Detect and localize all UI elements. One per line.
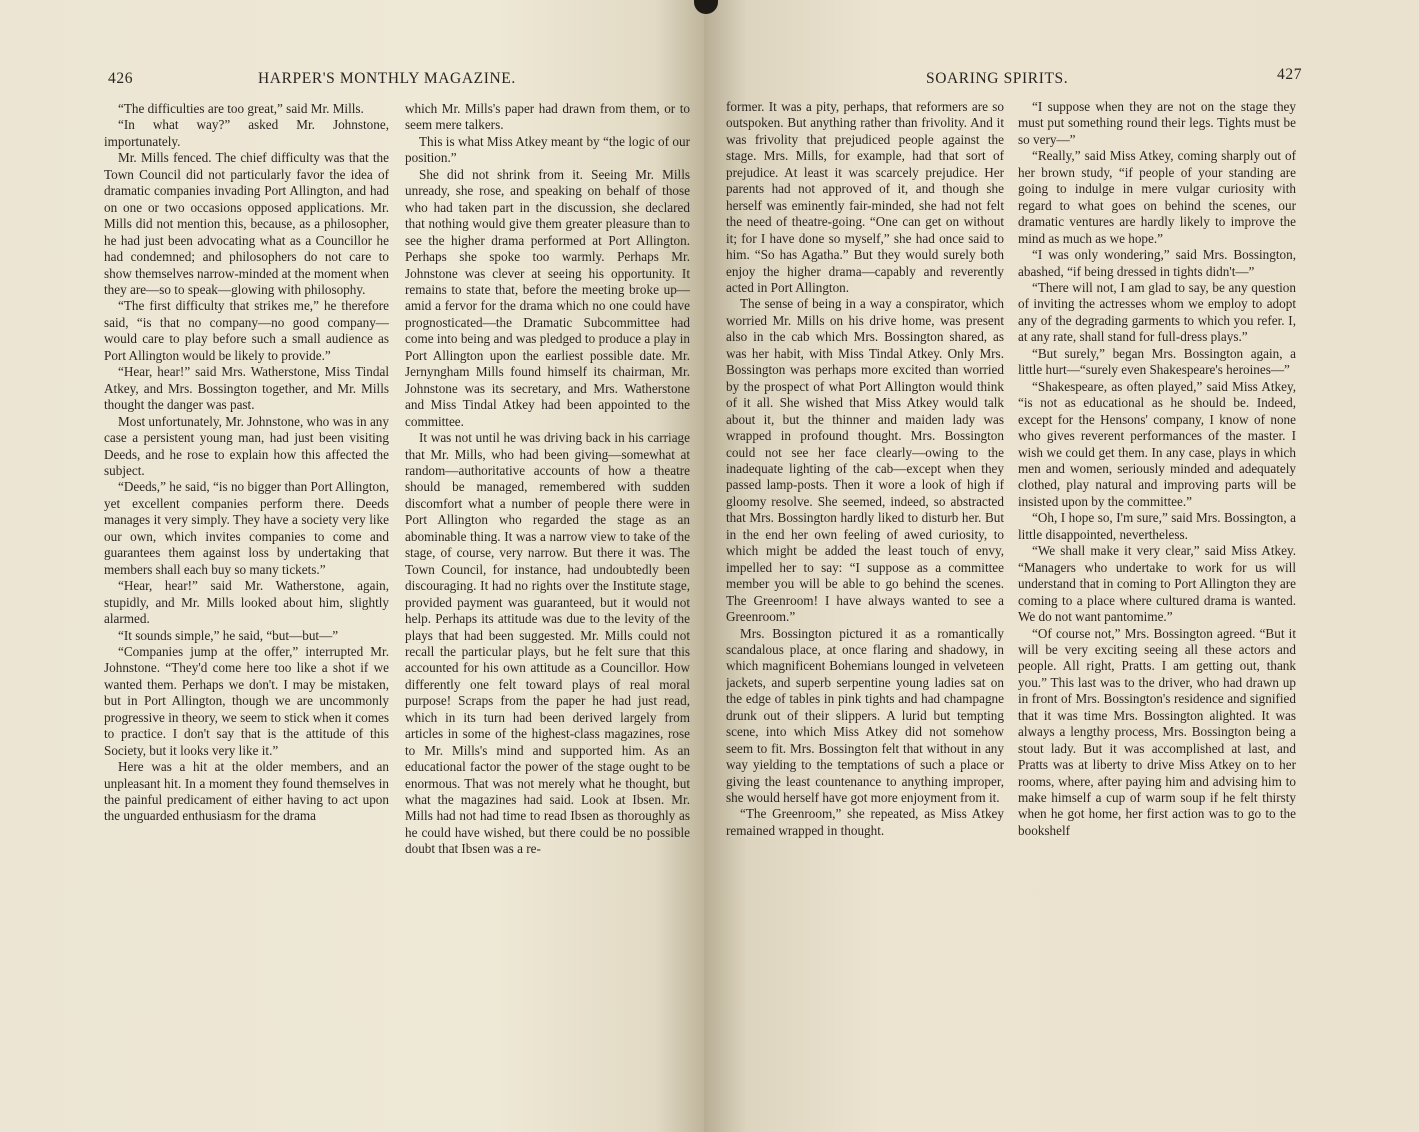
right-running-title: SOARING SPIRITS. xyxy=(926,70,1069,87)
paragraph: “I was only wondering,” said Mrs. Bossington, abashed, “if being dressed in tights didn't—” xyxy=(1018,247,1296,279)
paragraph: “Deeds,” he said, “is no bigger than Port Allington, yet excellent companies perform there. Deeds manages it very simply. They have a society very like our own, which invites companies to come and guarantees them against loss by undertaking that members shall each buy so many tickets.” xyxy=(104,479,389,577)
paragraph: “Hear, hear!” said Mr. Watherstone, again, stupidly, and Mr. Mills looked about him, slightly alarmed. xyxy=(104,578,389,627)
left-page xyxy=(0,0,704,1132)
paragraph: “There will not, I am glad to say, be any question of inviting the actresses whom we employ to adopt any of the degrading garments to which you refer. I, at any rate, shall stand for full-dress plays.” xyxy=(1018,279,1296,345)
paragraph: “I suppose when they are not on the stage they must put something round their legs. Tights must be so very—” xyxy=(1018,99,1296,147)
left-column-2 xyxy=(405,101,690,1051)
paragraph: “The Greenroom,” she repeated, as Miss Atkey remained wrapped in thought. xyxy=(726,806,1004,838)
paragraph: “We shall make it very clear,” said Miss Atkey. “Managers who undertake to work for us will understand that in coming to Port Allington they are coming to a place where cultured drama is wanted. We do not want pantomime.” xyxy=(1018,543,1296,625)
right-page-number: 427 xyxy=(1277,66,1303,83)
right-page xyxy=(704,0,1419,1132)
paragraph: “It sounds simple,” he said, “but—but—” xyxy=(118,627,339,643)
left-columns xyxy=(104,101,690,1051)
paragraph: “The first difficulty that strikes me,” he therefore said, “is that no company—no good company—would care to play before such a small audience as Port Allington would be likely to provide.” xyxy=(104,298,389,363)
paragraph: “Hear, hear!” said Mrs. Watherstone, Miss Tindal Atkey, and Mrs. Bossington together, and Mr. Mills thought the danger was past. xyxy=(104,364,389,413)
paragraph: which Mr. Mills's paper had drawn from them, or to seem mere talkers. xyxy=(405,101,690,133)
paragraph: “In what way?” asked Mr. Johnstone, importunately. xyxy=(104,117,389,149)
left-column-1 xyxy=(104,101,389,1051)
paragraph: “Of course not,” Mrs. Bossington agreed. “But it will be very exciting seeing all these actors and people. All right, Pratts. I am getting out, thank you.” This last was to the driver, who had drawn up in front of Mrs. Bossington's residence and signified that it was time Mrs. Bossington alighted. It was always a lengthy process, Mrs. Bossington being a stout lady. But it was accomplished at last, and Pratts was at liberty to drive Miss Atkey on to her rooms, where, after paying him and advising him to make himself a cup of warm soup if he felt thirsty when he got home, her first action was to go to the bookshelf xyxy=(1018,625,1296,838)
right-column-2 xyxy=(1018,99,1296,1049)
paragraph: “But surely,” began Mrs. Bossington again, a little hurt—“surely even Shakespeare's heroines—” xyxy=(1018,345,1296,378)
paragraph: This is what Miss Atkey meant by “the logic of our position.” xyxy=(405,133,690,166)
paragraph: former. It was a pity, perhaps, that reformers are so outspoken. But anything rather than frivolity. And it was frivolity that prejudiced people against the stage. Mrs. Mills, for example, had that sort of prejudice. At least it was scarcely prejudice. Her parents had not approved of it, and though she herself was eminently fair-minded, she had not felt the need of theatre-going. “One can get on without it; for I have done so myself,” she had once said to him. “So has Agatha.” But they would surely both enjoy the higher drama—capably and reverently acted in Port Allington. xyxy=(726,99,1004,295)
paragraph: Mr. Mills fenced. The chief difficulty was that the Town Council did not particularly favor the idea of dramatic companies invading Port Allington, and had on one or two occasions opposed applications. Mr. Mills did not mention this, because, as a philosopher, he had just been advocating what as a Councillor he had condemned; and philosophers do not care to show themselves narrow-minded at the moment when they are—so to speak—glowing with philosophy. xyxy=(104,150,389,297)
paragraph: “The difficulties are too great,” said Mr. Mills. xyxy=(118,101,364,116)
left-page-number: 426 xyxy=(108,70,134,87)
paragraph: Most unfortunately, Mr. Johnstone, who was in any case a persistent young man, had just been visiting Deeds, and he rose to explain how this affected the subject. xyxy=(104,413,389,478)
paragraph: “Companies jump at the offer,” interrupted Mr. Johnstone. “They'd come here too like a shot if we wanted them. Perhaps we don't. I may be mistaken, but in Port Allington, though we are uncommonly progressive in theory, we seem to stick when it comes to practice. I don't say that is the attitude of this Society, but it looks very like it.” xyxy=(104,643,389,758)
paragraph: “Really,” said Miss Atkey, coming sharply out of her brown study, “if people of your standing are going to indulge in mere vulgar curiosity with regard to what goes on behind the scenes, our dramatic ventures are hardly likely to improve the mind as much as we hope.” xyxy=(1018,148,1296,246)
paragraph: “Oh, I hope so, I'm sure,” said Mrs. Bossington, a little disappointed, nevertheless. xyxy=(1018,510,1296,542)
left-running-title: HARPER'S MONTHLY MAGAZINE. xyxy=(258,70,516,87)
paragraph: It was not until he was driving back in his carriage that Mr. Mills, who had been giving—somewhat at random—authoritative accounts of how a theatre should be managed, remembered with sudden discomfort what a number of people there were in Port Allington who regarded the stage as an abominable thing. It was a narrow view to take of the stage, of course, very narrow. But there it was. The Town Council, for instance, had undoubtedly been discouraging. It had no rights over the Institute stage, provided payment was guaranteed, but it would not help. Perhaps its attitude was due to the levity of the plays that had been suggested. Mr. Mills could not recall the particular plays, but he felt sure that this accounted for his own attitude as a Councillor. How differently one felt toward plays of real moral purpose! Scraps from the paper he had just read, which in its turn had been derived largely from articles in some of the highest-class magazines, rose to Mr. Mills's mind and supported him. As an educational factor the power of the stage ought to be enormous. That was not merely what he thought, but what the magazines had said. Look at Ibsen. Mr. Mills had not had time to read Ibsen as thoroughly as he could have wished, but there could be no possible doubt that Ibsen was a re- xyxy=(405,430,690,857)
paragraph: Here was a hit at the older members, and an unpleasant hit. In a moment they found themselves in the painful predicament of either having to act upon the unguarded enthusiasm for the drama xyxy=(104,759,389,824)
paragraph: Mrs. Bossington pictured it as a romantically scandalous place, at once flaring and shadowy, in which magnificent Bohemians lounged in velveteen jackets, and superb serpentine young ladies sat on the edge of tables in pink tights and had champagne drunk out of their slippers. A lurid but tempting scene, into which Miss Atkey did not somehow seem to fit. Mrs. Bossington felt that without in any way yielding to the temptations of such a place or giving the least countenance to anything improper, she would herself have got more enjoyment from it. xyxy=(726,625,1004,806)
paragraph: “Shakespeare, as often played,” said Miss Atkey, “is not as educational as he should be. Indeed, except for the Hensons' company, I know of none who gives reverent performances of the master. I wish we could get them. In any case, plays in which men and women, seriously minded and adequately clothed, play natural and improving parts will be insisted upon by the committee.” xyxy=(1018,378,1296,509)
paragraph: The sense of being in a way a conspirator, which worried Mr. Mills on his drive home, was present also in the cab which Mrs. Bossington shared, as was her habit, with Miss Tindal Atkey. Only Mrs. Bossington was perhaps more excited than worried by the prospect of what Port Allington would think of it all. She wished that Miss Atkey would talk about it, but the thinner and maiden lady was wrapped in profound thought. Mrs. Bossington could not see her face clearly—owing to the inadequate lighting of the cab—except when they passed lamp-posts. Then it wore a look of high if gloomy resolve. She seemed, indeed, so abstracted that Mrs. Bossington hardly liked to disturb her. But in the end her own feeling of awed curiosity, to which might be added the least touch of envy, impelled her to say: “I suppose as a committee member you will be able to go behind the scenes. The Greenroom! I have always wanted to see a Greenroom.” xyxy=(726,296,1004,625)
right-column-1 xyxy=(726,99,1004,1049)
paragraph: She did not shrink from it. Seeing Mr. Mills unready, she rose, and speaking on behalf of those who had taken part in the discussion, she declared that nothing would give them greater pleasure than to see the higher drama performed at Port Allington. Perhaps she spoke too warmly. Perhaps Mr. Johnstone was clever at seeing his opportunity. It remains to state that, before the meeting broke up—amid a fervor for the drama which no one could have prognosticated—the Dramatic Subcommittee had come into being and was pledged to produce a play in Port Allington upon the earliest possible date. Mr. Jernyngham Mills found himself its chairman, Mr. Johnstone was its secretary, and Mrs. Watherstone and Miss Tindal Atkey had been appointed to the committee. xyxy=(405,166,690,429)
right-columns xyxy=(726,99,1296,1049)
